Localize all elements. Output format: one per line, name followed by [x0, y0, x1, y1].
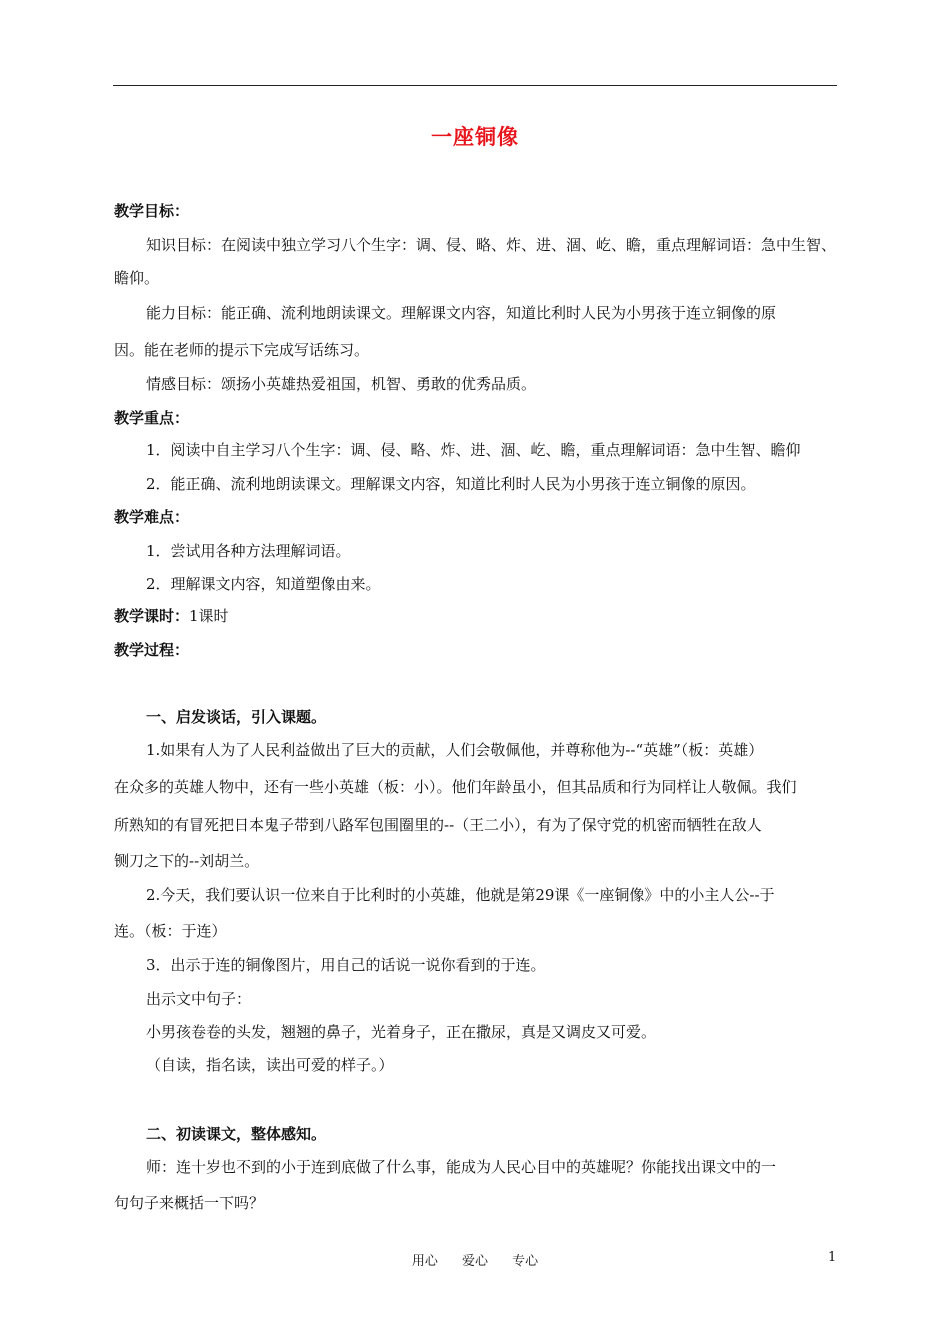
difficulty-1: 1．尝试用各种方法理解词语。 — [146, 542, 351, 560]
key-points-heading: 教学重点： — [114, 409, 190, 427]
key-point-1: 1．阅读中自主学习八个生字：调、侵、略、炸、进、涸、屹、瞻，重点理解词语：急中生智、瞻仰 — [146, 441, 801, 459]
footer-motto — [0, 1250, 950, 1269]
footer-item: 用心 — [411, 1254, 438, 1269]
header-rule — [113, 85, 837, 86]
class-hours-value: 1课时 — [189, 607, 229, 625]
para-4: 出示文中句子： — [146, 990, 252, 1008]
emotion-goal: 情感目标：颂扬小英雄热爱祖国，机智、勇敢的优秀品质。 — [146, 375, 537, 393]
para-3: 3．出示于连的铜像图片，用自己的话说一说你看到的于连。 — [146, 956, 546, 974]
ability-goal-line2: 因。能在老师的提示下完成写话练习。 — [114, 341, 370, 359]
para-1-line4: 铡刀之下的--刘胡兰。 — [114, 852, 260, 870]
para-5-line2: 句句子来概括一下吗？ — [114, 1194, 265, 1212]
para-2-line2: 连。（板：于连） — [114, 922, 227, 940]
difficulties-heading: 教学难点： — [114, 508, 190, 526]
reading-instruction: （自读，指名读，读出可爱的样子。） — [146, 1056, 394, 1074]
para-1-line1: 1.如果有人为了人民利益做出了巨大的贡献，人们会敬佩他，并尊称他为--“英雄”（板：英雄） — [146, 741, 764, 759]
quote-sentence: 小男孩卷卷的头发，翘翘的鼻子，光着身子，正在撒尿，真是又调皮又可爱。 — [146, 1023, 657, 1041]
goals-heading: 教学目标： — [114, 202, 190, 220]
document-title: 一座铜像 — [431, 125, 519, 149]
section-2-heading: 二、初读课文，整体感知。 — [146, 1125, 327, 1143]
knowledge-goal-line1: 知识目标：在阅读中独立学习八个生字：调、侵、略、炸、进、涸、屹、瞻，重点理解词语：急中生智、 — [146, 236, 837, 254]
para-1-line3: 所熟知的有冒死把日本鬼子带到八路军包围圈里的--（王二小），有为了保守党的机密而牺牲在敌人 — [114, 816, 762, 834]
difficulty-2: 2．理解课文内容，知道塑像由来。 — [146, 575, 381, 593]
footer-item: 专心 — [512, 1254, 539, 1269]
knowledge-goal-line2: 瞻仰。 — [114, 269, 160, 287]
class-hours — [114, 606, 229, 626]
process-heading: 教学过程： — [114, 641, 190, 659]
ability-goal-line1: 能力目标：能正确、流利地朗读课文。理解课文内容，知道比利时人民为小男孩于连立铜像的原 — [146, 304, 777, 322]
key-point-2: 2．能正确、流利地朗读课文。理解课文内容，知道比利时人民为小男孩于连立铜像的原因。 — [146, 475, 756, 493]
section-1-heading: 一、启发谈话，引入课题。 — [146, 708, 327, 726]
para-5-line1: 师：连十岁也不到的小于连到底做了什么事，能成为人民心目中的英雄呢？你能找出课文中的一 — [146, 1158, 777, 1176]
class-hours-label: 教学课时： — [114, 607, 190, 625]
para-1-line2: 在众多的英雄人物中，还有一些小英雄（板：小）。他们年龄虽小，但其品质和行为同样让人敬佩。我们 — [114, 778, 797, 796]
page-number: 1 — [828, 1250, 837, 1265]
footer-item: 爱心 — [461, 1254, 488, 1269]
para-2-line1: 2.今天，我们要认识一位来自于比利时的小英雄，他就是第29课《一座铜像》中的小主人公--于 — [146, 886, 775, 904]
